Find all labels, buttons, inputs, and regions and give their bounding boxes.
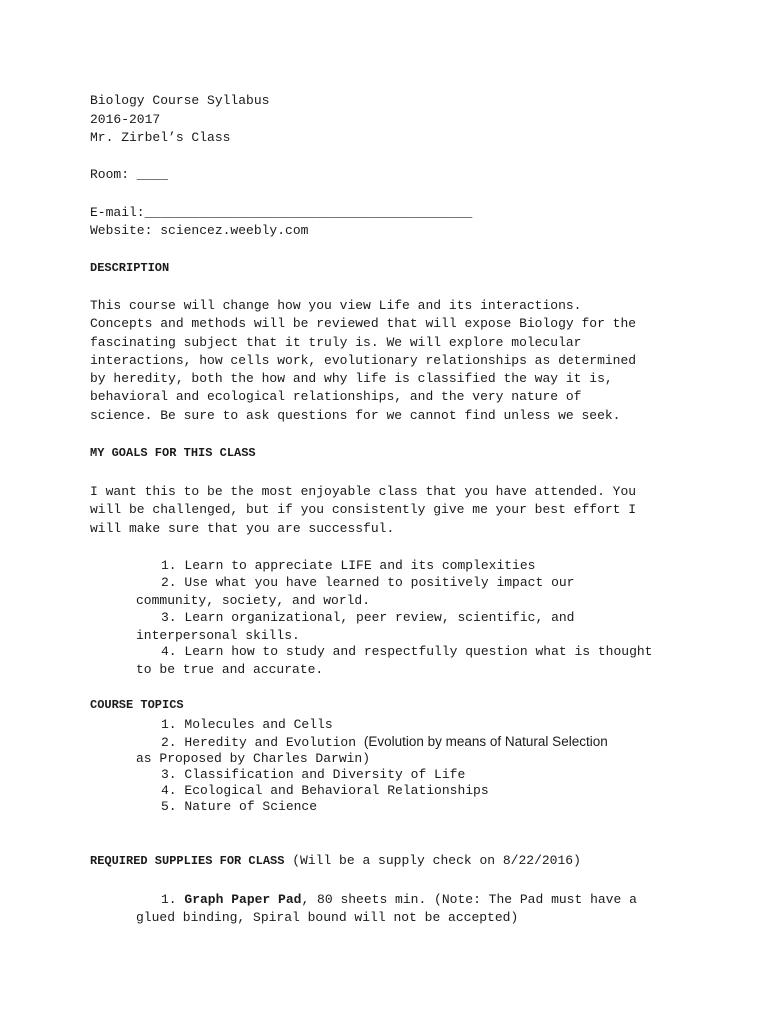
topics-heading: COURSE TOPICS [90, 698, 184, 712]
goals-intro-line: I want this to be the most enjoyable class that you have attended. You [90, 484, 637, 499]
goal-item: 4. Learn how to study and respectfully question what is thought [161, 644, 653, 659]
goal-item: 2. Use what you have learned to positively impact our [161, 575, 575, 590]
goal-item-continued: interpersonal skills. [136, 628, 300, 643]
description-line: Concepts and methods will be reviewed that will expose Biology for the [90, 316, 637, 332]
teacher-class: Mr. Zirbel’s Class [90, 130, 231, 145]
topic-item: 3. Classification and Diversity of Life [161, 767, 466, 782]
supply-check-note: (Will be a supply check on 8/22/2016) [284, 853, 581, 868]
description-line: interactions, how cells work, evolutionary relationships as determined [90, 352, 637, 368]
description-heading: DESCRIPTION [90, 261, 170, 275]
topic-item: 1. Molecules and Cells [161, 717, 333, 732]
email-field: E-mail:__________________________________________ [90, 205, 473, 220]
supplies-heading-line [90, 853, 581, 869]
topic-item-text: 2. Heredity and Evolution [161, 735, 364, 750]
goals-intro-line: will make sure that you are successful. [90, 520, 395, 536]
goal-item-continued: to be true and accurate. [136, 662, 324, 677]
goal-item: 1. Learn to appreciate LIFE and its complexities [161, 558, 536, 573]
supply-item-number: 1. [161, 892, 185, 907]
supply-item-name: Graph Paper Pad [184, 892, 302, 907]
supply-item-continued: glued binding, Spiral bound will not be accepted) [136, 910, 519, 925]
room-field: Room: ____ [90, 167, 169, 182]
website-line: Website: sciencez.weebly.com [90, 223, 309, 238]
goals-heading: MY GOALS FOR THIS CLASS [90, 446, 256, 460]
goal-item-continued: community, society, and world. [136, 593, 371, 608]
syllabus-title: Biology Course Syllabus [90, 93, 270, 108]
supply-item-detail: , 80 sheets min. (Note: The Pad must have a [301, 892, 637, 907]
description-line: science. Be sure to ask questions for we cannot find unless we seek. [90, 407, 621, 423]
supplies-heading: REQUIRED SUPPLIES FOR CLASS [90, 854, 285, 868]
description-line: behavioral and ecological relationships, and the very nature of [90, 389, 582, 405]
description-line: by heredity, both the how and why life is classified the way it is, [90, 371, 613, 387]
topic-item [161, 733, 608, 752]
supply-item [161, 891, 637, 909]
goal-item: 3. Learn organizational, peer review, scientific, and [161, 610, 575, 625]
topic-item: 4. Ecological and Behavioral Relationships [161, 783, 489, 798]
description-line: This course will change how you view Life and its interactions. [90, 298, 582, 313]
topic-item-continued: as Proposed by Charles Darwin) [136, 751, 371, 766]
topic-item: 5. Nature of Science [161, 799, 318, 814]
description-line: fascinating subject that it truly is. We will explore molecular [90, 334, 582, 350]
description-paragraph [90, 297, 636, 425]
goals-intro [90, 483, 636, 538]
goals-intro-line: will be challenged, but if you consistently give me your best effort I [90, 502, 637, 518]
topic-item-note: (Evolution by means of Natural Selection [363, 734, 608, 749]
school-year: 2016-2017 [90, 112, 161, 127]
